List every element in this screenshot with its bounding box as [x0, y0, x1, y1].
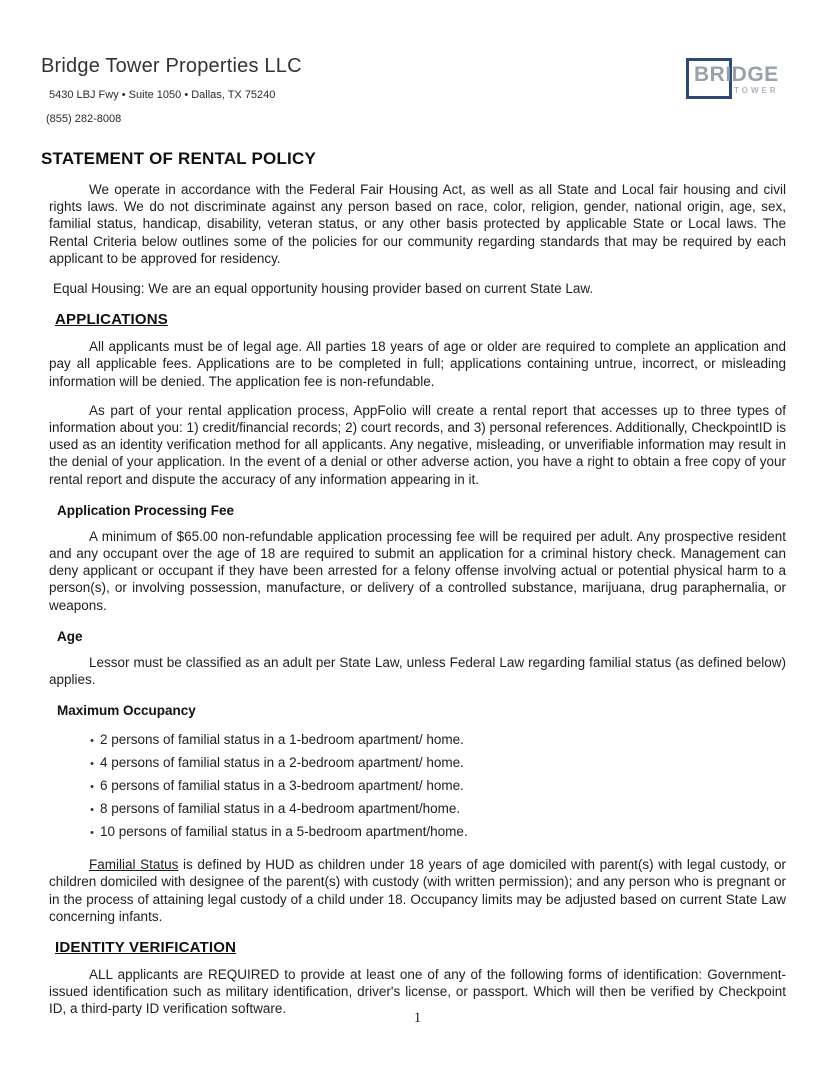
list-item-text: 10 persons of familial status in a 5-bedroom apartment/home.: [100, 824, 468, 840]
list-item-text: 2 persons of familial status in a 1-bedroom apartment/ home.: [100, 732, 464, 748]
subheading-maximum-occupancy: Maximum Occupancy: [57, 703, 196, 719]
logo-subtext: TOWER: [734, 86, 779, 95]
list-item-text: 8 persons of familial status in a 4-bedroom apartment/home.: [100, 801, 461, 817]
document-header: [41, 55, 786, 125]
equal-housing-line: Equal Housing: We are an equal opportunity housing provider based on current State Law.: [53, 281, 594, 297]
list-item: [49, 775, 786, 798]
list-item: [49, 821, 786, 844]
age-paragraph: Lessor must be classified as an adult per State Law, unless Federal Law regarding familial status (as defined below) applies.: [49, 654, 786, 688]
page-title: STATEMENT OF RENTAL POLICY: [41, 149, 316, 168]
applications-paragraph-2: As part of your rental application process, AppFolio will create a rental report that accesses up to three types of information about you: 1) credit/financial records; 2) court records, and 3) personal references. Additionally, CheckpointID is used as an identity verification method for all applicants. Any negative, misleading, or unverifiable information may result in the denial of your application. In the event of a denial or other adverse action, you have a right to obtain a free copy of your rental report and dispute the accuracy of any information appearing in it.: [49, 402, 786, 487]
company-name: Bridge Tower Properties LLC: [41, 55, 302, 77]
familial-status-paragraph: [49, 856, 786, 925]
list-item: [49, 798, 786, 821]
section-heading-applications: APPLICATIONS: [55, 311, 168, 329]
list-item: [49, 729, 786, 752]
bullet-icon: •: [90, 804, 94, 817]
company-phone: (855) 282-8008: [46, 113, 122, 125]
intro-paragraph: We operate in accordance with the Federal Fair Housing Act, as well as all State and Local fair housing and civil rights laws. We do not discriminate against any person based on race, color, religion, gender, national origin, age, sex, familial status, handicap, disability, veteran status, or any other basis protected by applicable State or Local laws. The Rental Criteria below outlines some of the policies for our community regarding standards that may be required by each applicant to be approved for residency.: [49, 182, 786, 266]
company-address: 5430 LBJ Fwy • Suite 1050 • Dallas, TX 75240: [49, 89, 276, 101]
subheading-age: Age: [57, 628, 83, 644]
processing-fee-paragraph: A minimum of $65.00 non-refundable application processing fee will be required per adult. Any prospective resident and any occupant over the age of 18 are required to submit an application for a criminal history check. Management can deny applicant or occupant if they have been arrested for a felony offense involving actual or potential physical harm to a person(s), or involving possession, manufacture, or delivery of a controlled substance, marijuana, drug paraphernalia, or weapons.: [49, 528, 786, 613]
bridge-tower-logo: [686, 57, 786, 103]
page-number: 1: [413, 1010, 422, 1026]
bullet-icon: •: [90, 827, 94, 840]
logo-wordmark: BRIDGE: [694, 63, 779, 86]
subheading-application-processing-fee: Application Processing Fee: [57, 502, 235, 518]
list-item-text: 6 persons of familial status in a 3-bedroom apartment/ home.: [100, 778, 464, 794]
bullet-icon: •: [90, 781, 94, 794]
familial-status-term: Familial Status: [89, 857, 179, 873]
company-block: [41, 55, 302, 125]
occupancy-bullet-list: [49, 729, 786, 844]
list-item: [49, 752, 786, 775]
bullet-icon: •: [90, 735, 94, 748]
identity-paragraph: ALL applicants are REQUIRED to provide at least one of any of the following forms of identification: Government-issued identification such as military identification, driver's license, or passport. Which will then be verified by Checkpoint ID, a third-party ID verification software.: [49, 967, 786, 1017]
applications-paragraph-1: All applicants must be of legal age. All parties 18 years of age or older are required to complete an application and pay all applicable fees. Applications are to be completed in full; applications containing untrue, incorrect, or misleading information will be denied. The application fee is non-refundable.: [49, 339, 786, 389]
section-heading-identity-verification: IDENTITY VERIFICATION: [55, 939, 237, 957]
list-item-text: 4 persons of familial status in a 2-bedroom apartment/ home.: [100, 755, 464, 771]
familial-status-definition: is defined by HUD as children under 18 years of age domiciled with parent(s) with legal custody, or children domiciled with designee of the parent(s) with custody (with written permission); and any person who is pregnant or in the process of attaining legal custody of a child under 18. Occupancy limits may be adjusted based on current State Law concerning infants.: [49, 857, 786, 924]
bullet-icon: •: [90, 758, 94, 771]
